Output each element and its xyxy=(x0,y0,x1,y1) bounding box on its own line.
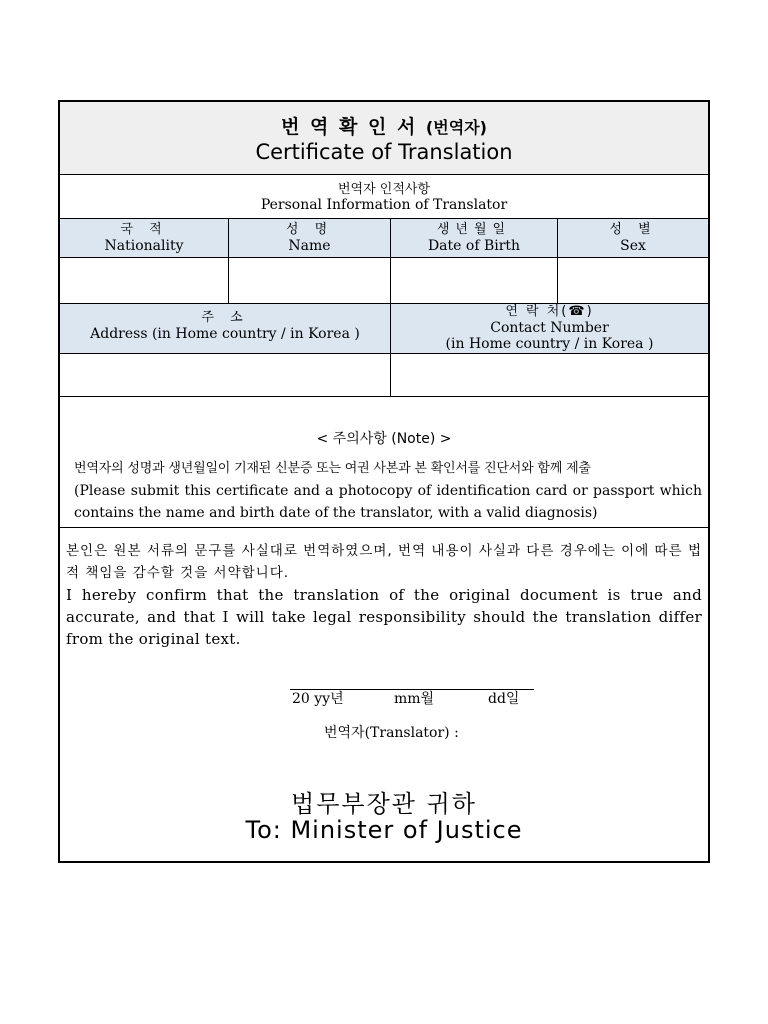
grid-line xyxy=(60,396,708,397)
certificate-form xyxy=(58,100,710,863)
dob-header xyxy=(391,219,557,257)
grid-line xyxy=(60,527,708,528)
title-header xyxy=(60,102,708,175)
title-korean xyxy=(60,112,708,139)
address-label-en: Address (in Home country / in Korea ) xyxy=(90,326,360,342)
grid-line xyxy=(557,218,558,304)
nationality-header xyxy=(60,219,228,257)
grid-line xyxy=(60,353,708,354)
name-input[interactable] xyxy=(229,258,390,303)
note-body-ko: 번역자의 성명과 생년월일이 기재된 신분증 또는 여권 사본과 본 확인서를 진단서와 함께 제출 xyxy=(74,461,591,476)
address-header xyxy=(60,304,390,353)
contact-label-ko: 연 락 처(☎) xyxy=(505,304,594,319)
nationality-label-en: Nationality xyxy=(104,238,184,254)
title-korean-paren: (번역자) xyxy=(425,118,487,137)
nationality-input[interactable] xyxy=(60,258,228,303)
personal-info-heading xyxy=(60,174,708,219)
contact-header xyxy=(391,304,708,353)
contact-label-en-sub: (in Home country / in Korea ) xyxy=(445,336,654,352)
note-body-en: (Please submit this certificate and a photocopy of identification card or passport which contains the name and birth date of the translator, with a valid diagnosis) xyxy=(74,483,702,521)
date-month: mm월 xyxy=(394,691,435,707)
grid-line xyxy=(228,218,229,304)
name-header xyxy=(229,219,390,257)
address-label-ko: 주 소 xyxy=(201,310,249,325)
grid-line xyxy=(60,303,708,304)
date-year: 20 yy년 xyxy=(292,691,344,707)
sex-label-en: Sex xyxy=(620,238,646,254)
recipient-english: To: Minister of Justice xyxy=(245,816,523,844)
recipient-korean: 법무부장관 귀하 xyxy=(291,790,477,818)
contact-label-en: Contact Number xyxy=(490,320,609,336)
sex-input[interactable] xyxy=(558,258,708,303)
title-korean-text: 번 역 확 인 서 xyxy=(281,116,418,138)
address-input[interactable] xyxy=(60,354,390,396)
note-title: < 주의사항 (Note) > xyxy=(316,431,452,447)
contact-input[interactable] xyxy=(391,354,708,396)
dob-label-ko: 생년월일 xyxy=(436,222,512,237)
dob-label-en: Date of Birth xyxy=(427,238,521,254)
translator-signature-label: 번역자(Translator) : xyxy=(324,725,459,741)
name-label-en: Name xyxy=(288,238,331,254)
name-label-ko: 성 명 xyxy=(285,222,334,237)
note-body xyxy=(74,458,702,524)
personal-info-heading-en: Personal Information of Translator xyxy=(260,197,508,213)
grid-line xyxy=(60,257,708,258)
title-english: Certificate of Translation xyxy=(255,140,513,164)
confirmation-ko: 본인은 원본 서류의 문구를 사실대로 번역하였으며, 번역 내용이 사실과 다른 경우에는 이에 따른 법적 책임을 감수할 것을 서약합니다. xyxy=(66,543,702,581)
grid-line xyxy=(60,218,708,219)
confirmation-statement xyxy=(66,540,702,650)
date-day: dd일 xyxy=(488,691,520,707)
sex-label-ko: 성 별 xyxy=(609,222,657,237)
dob-input[interactable] xyxy=(391,258,557,303)
confirmation-en: I hereby confirm that the translation of the original document is true and accurate, and that I will take legal responsibility should the translation differ from the original text. xyxy=(66,586,702,648)
personal-info-heading-ko: 번역자 인적사항 xyxy=(337,182,431,197)
sex-header xyxy=(558,219,708,257)
nationality-label-ko: 국 적 xyxy=(120,222,168,237)
grid-line xyxy=(390,218,391,396)
date-line[interactable] xyxy=(290,688,534,707)
